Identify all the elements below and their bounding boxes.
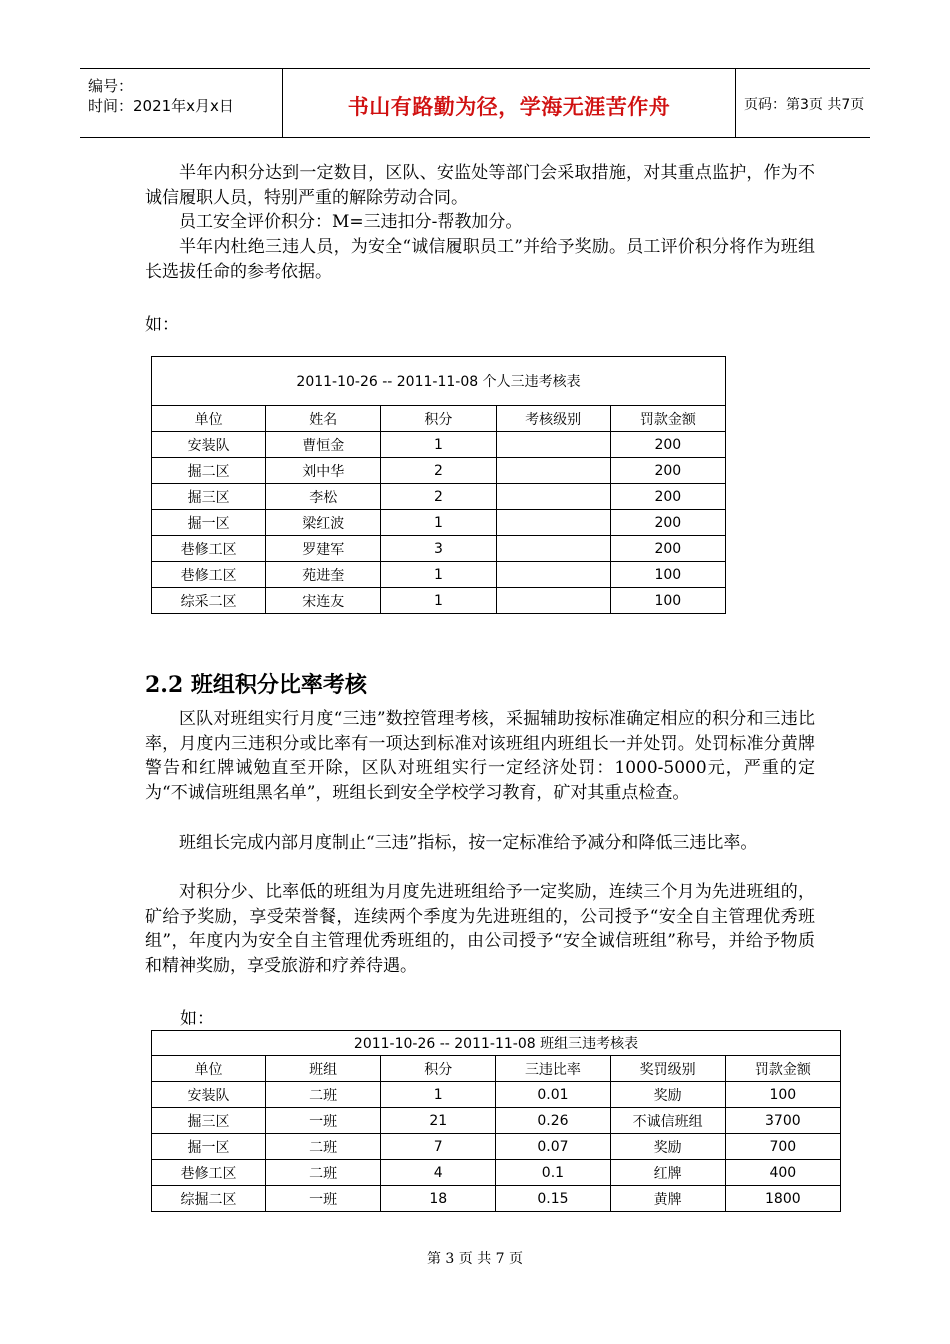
table2-header-cell: 班组 xyxy=(266,1056,381,1082)
table-cell: 200 xyxy=(610,432,725,458)
table-cell: 梁红波 xyxy=(266,510,381,536)
table-cell: 2 xyxy=(381,458,496,484)
table-cell: 李松 xyxy=(266,484,381,510)
table-cell: 二班 xyxy=(266,1160,381,1186)
table-cell: 1 xyxy=(381,510,496,536)
table-cell: 宋连友 xyxy=(266,588,381,614)
table-row xyxy=(152,588,726,614)
table-cell xyxy=(496,510,610,536)
table2-header-cell: 三违比率 xyxy=(496,1056,610,1082)
table-cell: 1 xyxy=(381,1082,496,1108)
table-cell: 红牌 xyxy=(610,1160,725,1186)
paragraph-1: 半年内积分达到一定数目，区队、安监处等部门会采取措施，对其重点监护，作为不诚信履职人员，特别严重的解除劳动合同。 xyxy=(145,163,815,208)
team-violation-table xyxy=(151,1030,841,1212)
table-cell xyxy=(496,536,610,562)
table-cell: 掘一区 xyxy=(152,510,266,536)
table-row xyxy=(152,432,726,458)
table1-header-row xyxy=(152,406,726,432)
table-cell: 掘一区 xyxy=(152,1134,266,1160)
table-cell: 巷修工区 xyxy=(152,536,266,562)
table-cell: 200 xyxy=(610,458,725,484)
table-cell xyxy=(496,484,610,510)
table-row xyxy=(152,484,726,510)
table-cell: 1 xyxy=(381,562,496,588)
header-left-cell xyxy=(80,69,283,137)
table2-header-cell: 罚款金额 xyxy=(725,1056,840,1082)
table-cell: 安装队 xyxy=(152,1082,266,1108)
table1-caption: 2011-10-26 -- 2011-11-08 个人三违考核表 xyxy=(152,357,726,406)
table-cell: 0.07 xyxy=(496,1134,610,1160)
table-cell: 4 xyxy=(381,1160,496,1186)
table-cell: 综掘二区 xyxy=(152,1186,266,1212)
table-cell: 100 xyxy=(610,562,725,588)
table-cell: 二班 xyxy=(266,1082,381,1108)
header-motto-cell xyxy=(283,69,736,137)
table-cell: 安装队 xyxy=(152,432,266,458)
table-cell: 一班 xyxy=(266,1108,381,1134)
table-row xyxy=(152,1186,841,1212)
table-row xyxy=(152,1160,841,1186)
table-cell: 奖励 xyxy=(610,1134,725,1160)
page-header xyxy=(80,68,870,138)
doc-date-label: 时间：2021年x月x日 xyxy=(88,97,234,115)
table-cell: 掘三区 xyxy=(152,484,266,510)
table-cell: 200 xyxy=(610,484,725,510)
header-page-label: 页码：第3页 共7页 xyxy=(744,97,865,113)
table1-header-cell: 单位 xyxy=(152,406,266,432)
table-cell: 1 xyxy=(381,588,496,614)
table-cell: 3 xyxy=(381,536,496,562)
table-cell: 7 xyxy=(381,1134,496,1160)
table1-header-cell: 姓名 xyxy=(266,406,381,432)
table-cell: 400 xyxy=(725,1160,840,1186)
table-cell xyxy=(496,562,610,588)
table-cell: 21 xyxy=(381,1108,496,1134)
table-cell: 18 xyxy=(381,1186,496,1212)
paragraph-6: 对积分少、比率低的班组为月度先进班组给予一定奖励，连续三个月为先进班组的，矿给予奖励，享受荣誉餐，连续两个季度为先进班组的，公司授予“安全自主管理优秀班组”，年度内为安全自主管理优秀班组的，由公司授予“安全诚信班组”称号，并给予物质和精神奖励，享受旅游和疗养待遇。 xyxy=(145,882,815,976)
table-cell: 罗建军 xyxy=(266,536,381,562)
table-cell: 一班 xyxy=(266,1186,381,1212)
doc-number-label: 编号： xyxy=(88,77,134,95)
table-cell: 3700 xyxy=(725,1108,840,1134)
example-label-2: 如： xyxy=(180,1009,214,1029)
table-cell: 巷修工区 xyxy=(152,562,266,588)
table-row xyxy=(152,1134,841,1160)
table1-header-cell: 罚款金额 xyxy=(610,406,725,432)
table2-header-cell: 积分 xyxy=(381,1056,496,1082)
page-footer: 第 3 页 共 7 页 xyxy=(426,1251,524,1267)
table2-header-cell: 奖罚级别 xyxy=(610,1056,725,1082)
table-cell xyxy=(496,588,610,614)
table2-header-cell: 单位 xyxy=(152,1056,266,1082)
paragraph-3: 半年内杜绝三违人员，为安全“诚信履职员工”并给予奖励。员工评价积分将作为班组长选拔任命的参考依据。 xyxy=(145,237,815,282)
table-cell: 200 xyxy=(610,536,725,562)
table-cell: 1 xyxy=(381,432,496,458)
personal-violation-table xyxy=(151,356,726,614)
table-cell xyxy=(496,458,610,484)
table-cell: 综采二区 xyxy=(152,588,266,614)
header-motto: 书山有路勤为径，学海无涯苦作舟 xyxy=(347,95,671,119)
table-cell: 苑进奎 xyxy=(266,562,381,588)
table-cell: 0.01 xyxy=(496,1082,610,1108)
table-cell: 0.26 xyxy=(496,1108,610,1134)
section-title: 2.2 班组积分比率考核 xyxy=(145,672,367,698)
table2-caption: 2011-10-26 -- 2011-11-08 班组三违考核表 xyxy=(152,1031,841,1056)
paragraph-4: 区队对班组实行月度“三违”数控管理考核，采掘辅助按标准确定相应的积分和三违比率，月度内三违积分或比率有一项达到标准对该班组内班组长一并处罚。处罚标准分黄牌警告和红牌诫勉直至开除，区队对班组实行一定经济处罚：1000-5000元，严重的定为“不诚信班组黑名单”，班组长到安全学校学习教育，矿对其重点检查。 xyxy=(145,709,815,803)
table-row xyxy=(152,510,726,536)
table-cell: 掘二区 xyxy=(152,458,266,484)
table-cell: 200 xyxy=(610,510,725,536)
table-cell: 2 xyxy=(381,484,496,510)
table-cell: 刘中华 xyxy=(266,458,381,484)
table-row xyxy=(152,458,726,484)
table-row xyxy=(152,1108,841,1134)
table-cell: 奖励 xyxy=(610,1082,725,1108)
table-cell: 100 xyxy=(610,588,725,614)
table-row xyxy=(152,562,726,588)
header-page-cell xyxy=(736,69,870,137)
table-row xyxy=(152,1082,841,1108)
table1-header-cell: 考核级别 xyxy=(496,406,610,432)
table-cell: 曹恒金 xyxy=(266,432,381,458)
table-cell: 掘三区 xyxy=(152,1108,266,1134)
table-row xyxy=(152,536,726,562)
table-cell: 二班 xyxy=(266,1134,381,1160)
table-cell xyxy=(496,432,610,458)
table-cell: 100 xyxy=(725,1082,840,1108)
paragraph-5: 班组长完成内部月度制止“三违”指标，按一定标准给予减分和降低三违比率。 xyxy=(179,833,758,853)
table-cell: 黄牌 xyxy=(610,1186,725,1212)
table-cell: 700 xyxy=(725,1134,840,1160)
table-cell: 不诚信班组 xyxy=(610,1108,725,1134)
table-cell: 1800 xyxy=(725,1186,840,1212)
table2-header-row xyxy=(152,1056,841,1082)
table-cell: 0.15 xyxy=(496,1186,610,1212)
example-label-1: 如： xyxy=(145,315,179,335)
table-cell: 0.1 xyxy=(496,1160,610,1186)
paragraph-2: 员工安全评价积分：M=三违扣分-帮教加分。 xyxy=(179,212,523,232)
table-cell: 巷修工区 xyxy=(152,1160,266,1186)
table1-header-cell: 积分 xyxy=(381,406,496,432)
